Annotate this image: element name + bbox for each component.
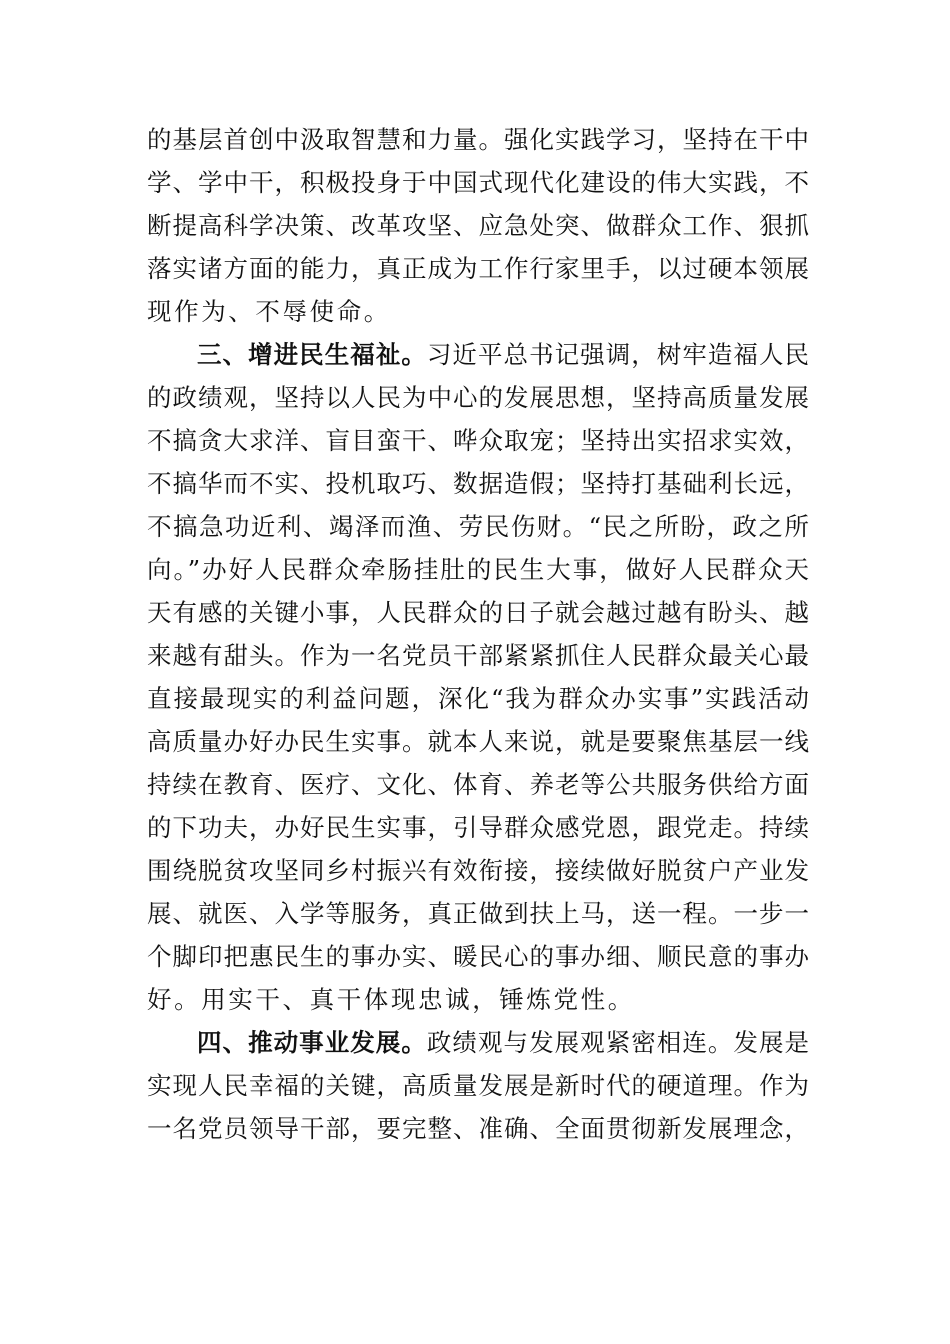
text-line: 学、学中干，积极投身于中国式现代化建设的伟大实践，不 bbox=[147, 168, 809, 197]
section-3-heading: 三、增进民生福祉。 bbox=[197, 340, 427, 369]
text-line: 持续在教育、医疗、文化、体育、养老等公共服务供给方面 bbox=[147, 770, 809, 799]
text-line: 直接最现实的利益问题，深化“我为群众办实事”实践活动 bbox=[147, 684, 809, 713]
text-line: 实现人民幸福的关键，高质量发展是新时代的硬道理。作为 bbox=[147, 1071, 809, 1100]
text-line: 好。用实干、真干体现忠诚，锤炼党性。 bbox=[147, 985, 635, 1014]
text-line: 一名党员领导干部，要完整、准确、全面贯彻新发展理念， bbox=[147, 1114, 809, 1143]
section-4-heading: 四、推动事业发展。 bbox=[197, 1028, 427, 1057]
text-line: 的政绩观，坚持以人民为中心的发展思想，坚持高质量发展 bbox=[147, 383, 809, 412]
section-3-first-line bbox=[197, 335, 809, 375]
text-line: 现作为、不辱使命。 bbox=[147, 297, 391, 326]
text-line: 不搞华而不实、投机取巧、数据造假；坚持打基础利长远， bbox=[147, 469, 809, 498]
text-line: 来越有甜头。作为一名党员干部紧紧抓住人民群众最关心最 bbox=[147, 641, 809, 670]
text-line: 向。”办好人民群众牵肠挂肚的民生大事，做好人民群众天 bbox=[147, 555, 809, 584]
text-line: 断提高科学决策、改革攻坚、应急处突、做群众工作、狠抓 bbox=[147, 211, 809, 240]
section-3-lead-text: 习近平总书记强调，树牢造福人民 bbox=[426, 340, 809, 369]
section-4-first-line bbox=[197, 1023, 809, 1063]
text-line: 个脚印把惠民生的事办实、暖民心的事办细、顺民意的事办 bbox=[147, 942, 809, 971]
text-line: 高质量办好办民生实事。就本人来说，就是要聚焦基层一线 bbox=[147, 727, 809, 756]
text-line: 不搞急功近利、竭泽而渔、劳民伤财。“民之所盼，政之所 bbox=[147, 512, 809, 541]
section-4-lead-text: 政绩观与发展观紧密相连。发展是 bbox=[426, 1028, 809, 1057]
text-line: 的基层首创中汲取智慧和力量。强化实践学习，坚持在干中 bbox=[147, 125, 809, 154]
text-line: 落实诸方面的能力，真正成为工作行家里手，以过硬本领展 bbox=[147, 254, 809, 283]
text-line: 围绕脱贫攻坚同乡村振兴有效衔接，接续做好脱贫户产业发 bbox=[147, 856, 809, 885]
text-line: 不搞贪大求洋、盲目蛮干、哗众取宠；坚持出实招求实效， bbox=[147, 426, 809, 455]
text-line: 展、就医、入学等服务，真正做到扶上马，送一程。一步一 bbox=[147, 899, 809, 928]
text-line: 的下功夫，办好民生实事，引导群众感党恩，跟党走。持续 bbox=[147, 813, 809, 842]
text-line: 天有感的关键小事，人民群众的日子就会越过越有盼头、越 bbox=[147, 598, 809, 627]
